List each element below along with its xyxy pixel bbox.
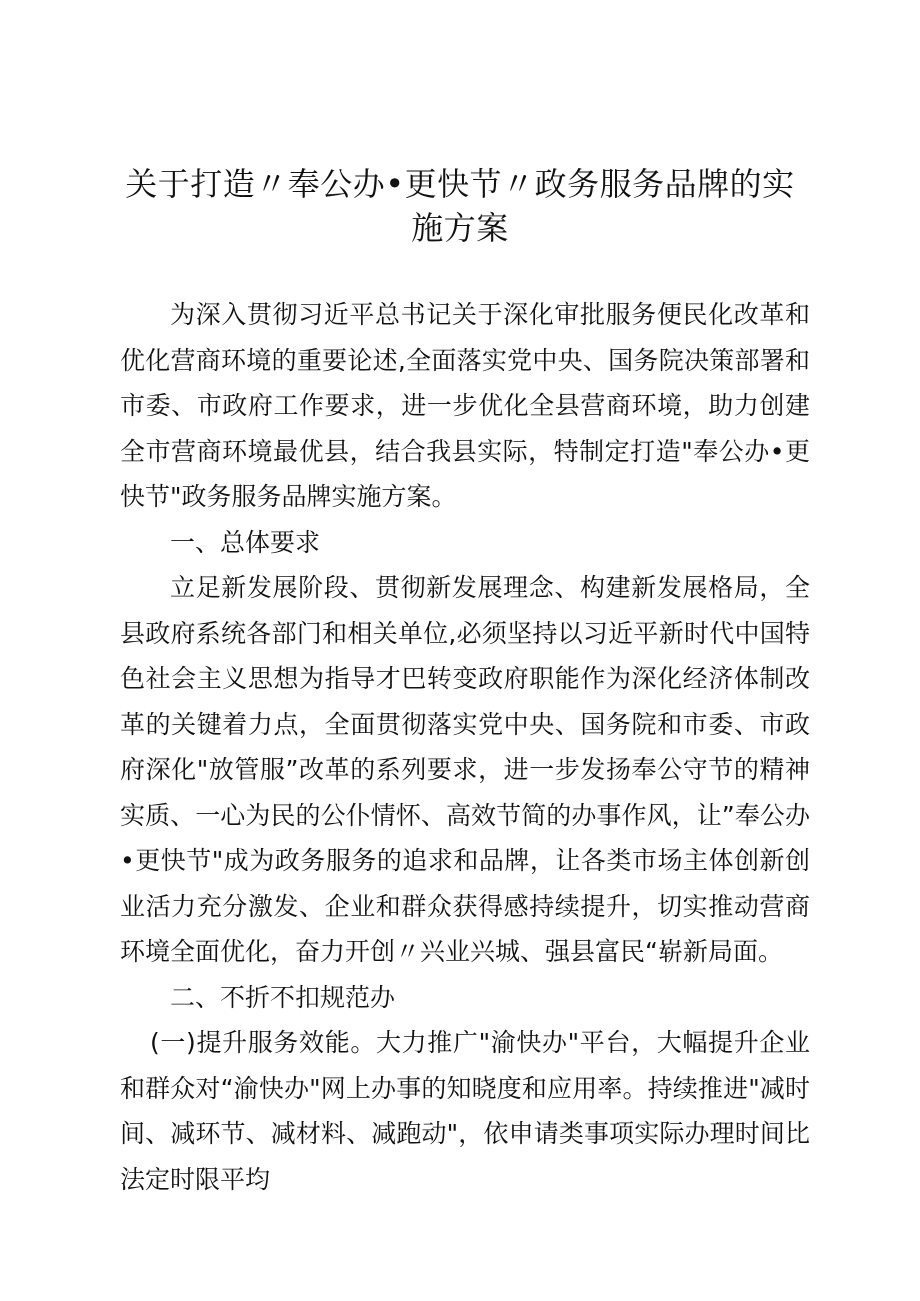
- section1-heading: 一、总体要求: [170, 527, 321, 557]
- document-title: 关于打造〃奉公办•更快节〃政务服务品牌的实施方案: [125, 165, 795, 247]
- intro-paragraph: 为深入贯彻习近平总书记关于深化审批服务便民化改革和优化营商环境的重要论述,全面落实党中央、国务院决策部署和市委、市政府工作要求，进一步优化全县营商环境，助力创建全市营商环境最优县，结合我县实际，特制定打造"奉公办•更快节"政务服务品牌实施方案。: [120, 300, 810, 511]
- document-body: [120, 292, 810, 1202]
- section1-paragraph: 立足新发展阶段、贯彻新发展理念、构建新发展格局，全县政府系统各部门和相关单位,必须坚持以习近平新时代中国特色社会主义思想为指导才巴转变政府职能作为深化经济体制改革的关键着力点，全面贯彻落实党中央、国务院和市委、市政府深化"放管服”改革的系列要求，进一步发扬奉公守节的精神实质、一心为民的公仆情怀、高效节简的办事作风，让”奉公办•更快节"成为政务服务的追求和品牌，让各类市场主体创新创业活力充分激发、企业和群众获得感持续提升，切实推动营商环境全面优化，奋力开创〃兴业兴城、强县富民“崭新局面。: [120, 573, 810, 966]
- section2-heading: 二、不折不扣规范办: [170, 982, 396, 1012]
- section2-item1-paragraph: (一)提升服务效能。大力推广"渝快办"平台，大幅提升企业和群众对“渝快办"网上办事的知晓度和应用率。持续推进"减时间、减环节、减材料、减跑动"，依申请类事项实际办理时间比法定时限平均: [120, 1028, 810, 1194]
